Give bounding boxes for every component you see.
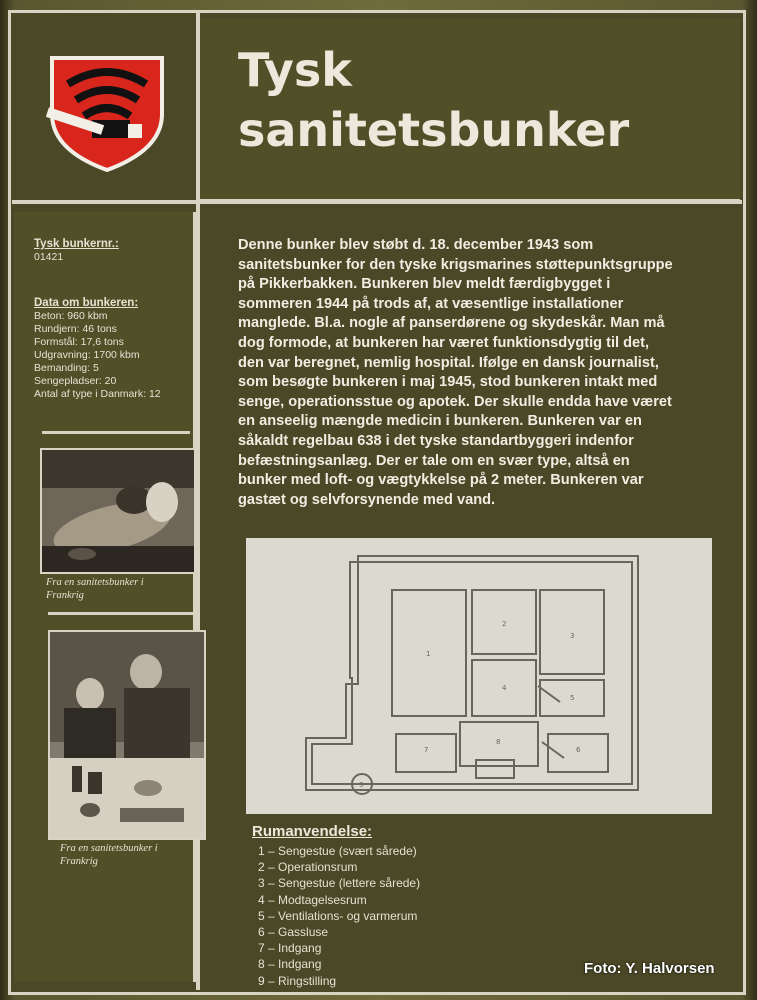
bunker-number — [34, 238, 119, 264]
floor-plan — [246, 538, 712, 814]
stat-item: Bemanding: 5 — [34, 362, 99, 374]
room-label-5: 5 — [570, 694, 575, 702]
text-line: på Pikkerbakken. Bunkeren blev meldt færdigbygget i — [238, 276, 611, 293]
text-line: befæstningsanlæg. Der er tale om en svær type, altså en — [238, 452, 630, 469]
horizontal-divider — [12, 200, 742, 204]
room-label-9: 9 — [359, 781, 364, 789]
text-line: dog formode, at bunkeren har været funktionsdygtig til det, — [238, 334, 650, 351]
separator-rule — [42, 431, 190, 434]
text-line: den var beregnet, nemlig hospital. Ifølge en dansk journalist, — [238, 354, 659, 371]
room-label-2: 2 — [502, 620, 507, 628]
text-line: gastæt og selvforsynende med vand. — [238, 491, 496, 508]
text-line: en anseelig mængde medicin i bunkeren. Bunkeren var en — [238, 413, 642, 430]
stat-item: Formstål: 17,6 tons — [34, 336, 124, 348]
photo-1-caption — [46, 576, 144, 602]
room-label-8: 8 — [496, 738, 501, 746]
room-label-4: 4 — [502, 684, 507, 692]
stat-item: Udgravning: 1700 kbm — [34, 349, 140, 361]
room-legend — [258, 843, 420, 989]
legend-item: 9 – Ringstilling — [258, 973, 337, 988]
caption-line: Frankrig — [46, 590, 84, 601]
text-line: som besøgte bunkeren i maj 1945, stod bunkeren intakt med — [238, 374, 658, 391]
separator-rule — [48, 612, 196, 615]
caption-line: Fra en sanitetsbunker i — [60, 843, 158, 854]
photo-2-caption — [60, 842, 158, 868]
text-line: manglede. Bl.a. nogle af panserdørene og skydeskår. Man må — [238, 315, 665, 332]
room-label-3: 3 — [570, 632, 575, 640]
legend-item: 6 – Gassluse — [258, 925, 329, 940]
room-legend-title: Rumanvendelse: — [252, 823, 373, 840]
legend-item: 3 – Sengestue (lettere sårede) — [258, 876, 421, 891]
room-label-7: 7 — [424, 746, 429, 754]
text-line: sommeren 1944 på trods af, at væsentlige installationer — [238, 295, 624, 312]
text-line: Denne bunker blev støbt d. 18. december 1943 som — [238, 237, 594, 253]
coat-of-arms-icon — [46, 54, 168, 172]
bunker-number-label: Tysk bunkernr.: — [34, 238, 119, 250]
title-line-1: Tysk — [238, 43, 352, 97]
text-line: såkaldt regelbau 638 i det tyske standartbyggeri indenfor — [238, 432, 634, 449]
text-line: bunker med loft- og vægtykkelse på 2 meter. Bunkeren var — [238, 472, 644, 489]
photo-credit: Foto: Y. Halvorsen — [584, 960, 715, 977]
legend-item: 2 – Operationsrum — [258, 860, 358, 875]
stat-item: Beton: 960 kbm — [34, 310, 108, 322]
vertical-divider — [196, 12, 200, 990]
stat-item: Sengepladser: 20 — [34, 375, 117, 387]
room-label-6: 6 — [576, 746, 581, 754]
text-line: sanitetsbunker for den tyske krigsmarines støttepunktsgruppe — [238, 256, 673, 273]
title-line-2: sanitetsbunker — [238, 103, 630, 157]
legend-item: 5 – Ventilations- og varmerum — [258, 908, 418, 923]
bunker-data — [34, 297, 161, 401]
page-title — [238, 40, 718, 160]
text-line: senge, operationsstue og apotek. Der skulle endda have været — [238, 393, 672, 410]
stat-item: Rundjern: 46 tons — [34, 323, 117, 335]
legend-item: 1 – Sengestue (svært sårede) — [258, 844, 417, 858]
caption-line: Frankrig — [60, 856, 98, 867]
caption-line: Fra en sanitetsbunker i — [46, 577, 144, 588]
historical-photo-2 — [48, 630, 206, 840]
legend-item: 4 – Modtagelsesrum — [258, 892, 367, 907]
legend-item: 7 – Indgang — [258, 941, 322, 956]
stat-item: Antal af type i Danmark: 12 — [34, 388, 161, 400]
historical-photo-1 — [40, 448, 196, 574]
bunker-data-heading: Data om bunkeren: — [34, 297, 139, 309]
bunker-number-value: 01421 — [34, 251, 64, 263]
legend-item: 8 – Indgang — [258, 957, 322, 972]
room-label-1: 1 — [426, 650, 431, 658]
description-text — [238, 236, 730, 510]
